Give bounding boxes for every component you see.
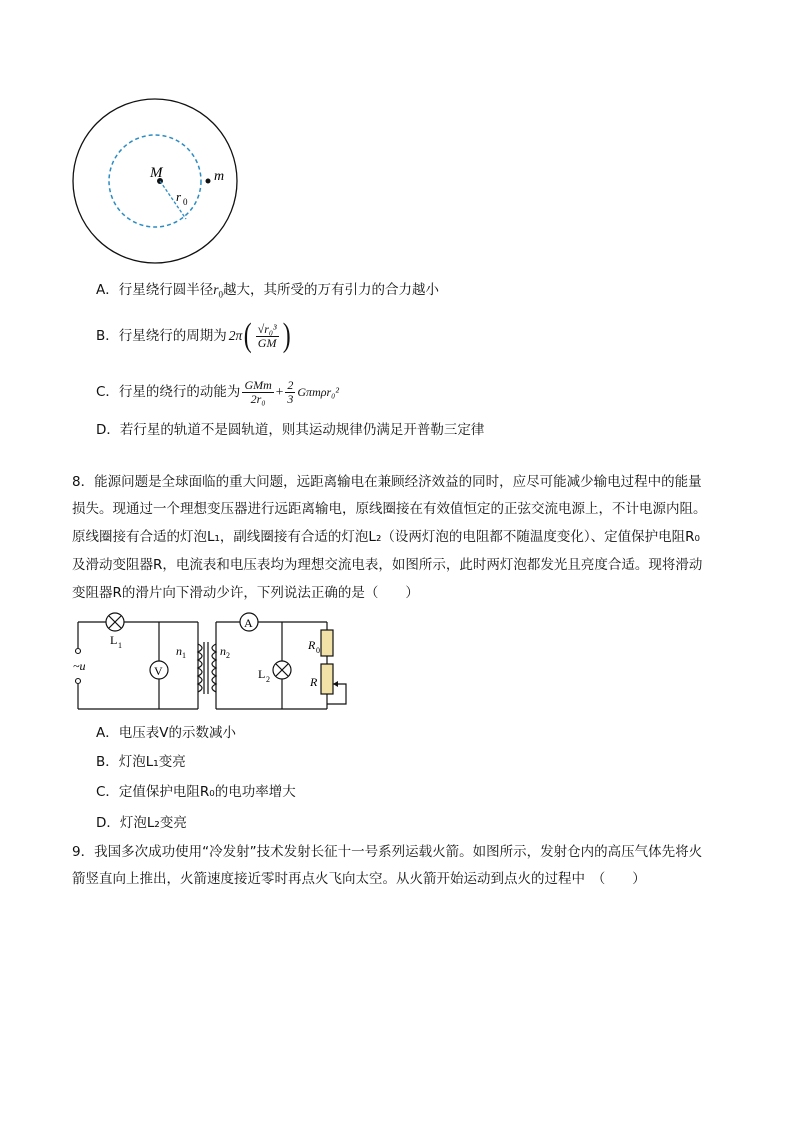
orbit-dashed-circle <box>109 135 201 227</box>
svg-text:0: 0 <box>316 646 320 655</box>
q8-line-1: 8．能源问题是全球面临的重大问题，远距离输电在兼顾经济效益的同时，应尽可能减少输电过程中的能量 <box>72 474 702 490</box>
period-fraction: $\frac{\text{√r₀³}}{GM}$ <box>257 321 277 350</box>
svg-text:1: 1 <box>182 651 186 660</box>
svg-text:L: L <box>258 667 266 681</box>
outer-circle <box>73 99 237 263</box>
source-label: ~u <box>73 659 86 673</box>
svg-text:L: L <box>110 633 118 647</box>
q8-line-3: 原线圈接有合适的灯泡L₁，副线圈接有合适的灯泡L₂（设两灯泡的电阻都不随温度变化）、定值保护电阻R₀ <box>72 529 700 545</box>
q8-option-c: C．定值保护电阻R₀的电功率增大 <box>96 784 296 800</box>
q8-option-b: B．灯泡L₁变亮 <box>96 754 186 770</box>
label-r0: r <box>176 189 182 204</box>
q7-option-d: D．若行星的轨道不是圆轨道，则其运动规律仍满足开普勒三定律 <box>96 422 485 438</box>
svg-text:R: R <box>308 638 316 652</box>
q7-option-c: C．行星的绕行的动能为 $\frac{\text{GMm}}{\text{2r₀}}$ + $\frac{2}{3}$ Gπmρr₀² <box>96 377 339 406</box>
q8-option-a: A．电压表V的示数减小 <box>96 725 236 741</box>
svg-text:2: 2 <box>226 651 230 660</box>
orbit-figure <box>70 95 240 270</box>
voltmeter <box>150 661 168 679</box>
circuit-diagram <box>70 608 360 716</box>
q9-line-1: 9．我国多次成功使用“冷发射”技术发射长征十一号系列运载火箭。如图所示，发射仓内的高压气体先将火 <box>72 844 703 860</box>
q8-line-5: 变阻器R的滑片向下滑动少许，下列说法正确的是（ ） <box>72 585 419 601</box>
svg-text:n: n <box>176 644 182 658</box>
svg-text:1: 1 <box>118 641 122 650</box>
planet-dot <box>206 179 211 184</box>
q8-line-2: 损失。现通过一个理想变压器进行远距离输电，原线圈接在有效值恒定的正弦交流电源上，不计电源内阻。 <box>72 501 707 517</box>
q7-option-b: B．行星绕行的周期为 2π ( $\frac{\text{√r₀³}}{GM}$ ) <box>96 317 291 354</box>
q9-line-2: 箭竖直向上推出，火箭速度接近零时再点火飞向太空。从火箭开始运动到点火的过程中 （ ） <box>72 871 646 887</box>
lamp-L2 <box>273 661 291 679</box>
svg-text:2: 2 <box>266 675 270 684</box>
svg-text:n: n <box>220 644 226 658</box>
svg-text:R: R <box>310 675 318 689</box>
lamp-L1 <box>106 613 124 631</box>
label-m: m <box>214 169 225 184</box>
q8-option-d: D．灯泡L₂变亮 <box>96 815 187 831</box>
q7-option-a: A．行星绕行圆半径$r_0$越大，其所受的万有引力的合力越小 <box>96 282 440 300</box>
svg-text:A: A <box>244 616 253 630</box>
q8-line-4: 及滑动变阻器R，电流表和电压表均为理想交流电表，如图所示，此时两灯泡都发光且亮度合适。现将滑动 <box>72 557 703 573</box>
svg-text:V: V <box>154 664 163 678</box>
label-M: M <box>150 165 163 181</box>
label-r0-sub: 0 <box>183 197 188 207</box>
ammeter <box>240 613 258 631</box>
